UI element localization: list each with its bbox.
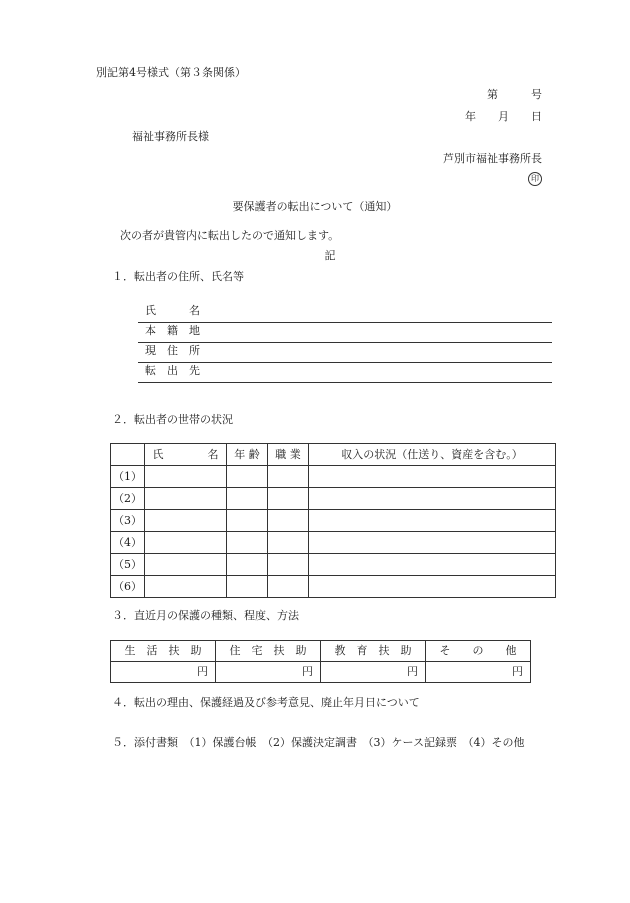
info-label: 現 住 所 [145, 344, 200, 357]
info-row-name [138, 302, 552, 323]
yen-cell[interactable]: 円 [111, 662, 216, 683]
income-cell[interactable] [309, 532, 556, 554]
section1-heading: １．転出者の住所、氏名等 [112, 270, 244, 283]
table-row [111, 488, 556, 510]
sender: 芦別市福祉事務所長 [443, 152, 542, 165]
row-number: （3） [111, 510, 145, 532]
header-cell [111, 444, 145, 466]
header-cell: 住 宅 扶 助 [216, 641, 321, 662]
section2-heading: ２．転出者の世帯の状況 [112, 413, 233, 426]
table-header-row [111, 641, 531, 662]
section3-heading: ３．直近月の保護の種類、程度、方法 [112, 609, 299, 622]
name-cell[interactable] [145, 488, 227, 510]
header-cell: 教 育 扶 助 [321, 641, 426, 662]
info-row-destination [138, 362, 552, 383]
document-number: 第 号 [487, 88, 542, 101]
info-label: 転 出 先 [145, 364, 200, 377]
seal-mark: 印 [528, 172, 542, 186]
yen-cell[interactable]: 円 [426, 662, 531, 683]
age-cell[interactable] [227, 576, 268, 598]
household-table [110, 443, 556, 598]
section5-heading: ５．添付書類 （1）保護台帳 （2）保護決定調書 （3）ケース記録票 （4）その他 [112, 736, 525, 749]
row-number: （5） [111, 554, 145, 576]
info-row-domicile [138, 322, 552, 343]
table-row [111, 576, 556, 598]
table-row [111, 466, 556, 488]
occupation-cell[interactable] [268, 510, 309, 532]
row-number: （2） [111, 488, 145, 510]
name-cell[interactable] [145, 576, 227, 598]
income-cell[interactable] [309, 488, 556, 510]
income-cell[interactable] [309, 466, 556, 488]
occupation-cell[interactable] [268, 554, 309, 576]
occupation-cell[interactable] [268, 532, 309, 554]
assistance-table [110, 640, 531, 683]
info-row-address [138, 342, 552, 363]
age-cell[interactable] [227, 466, 268, 488]
age-cell[interactable] [227, 532, 268, 554]
header-cell: そ の 他 [426, 641, 531, 662]
header-cell: 氏 名 [145, 444, 227, 466]
occupation-cell[interactable] [268, 466, 309, 488]
header-cell: 生 活 扶 助 [111, 641, 216, 662]
income-cell[interactable] [309, 510, 556, 532]
addressee: 福祉事務所長様 [132, 130, 209, 143]
info-label: 本 籍 地 [145, 324, 200, 337]
info-label: 氏 名 [145, 304, 200, 317]
age-cell[interactable] [227, 510, 268, 532]
header-cell: 年 齢 [227, 444, 268, 466]
occupation-cell[interactable] [268, 488, 309, 510]
document-title: 要保護者の転出について（通知） [232, 200, 398, 213]
ki-mark: 記 [324, 249, 336, 262]
age-cell[interactable] [227, 488, 268, 510]
section4-heading: ４．転出の理由、保護経過及び参考意見、廃止年月日について [112, 696, 420, 709]
yen-cell[interactable]: 円 [216, 662, 321, 683]
table-row [111, 554, 556, 576]
row-number: （6） [111, 576, 145, 598]
yen-cell[interactable]: 円 [321, 662, 426, 683]
table-header-row [111, 444, 556, 466]
income-cell[interactable] [309, 554, 556, 576]
income-cell[interactable] [309, 576, 556, 598]
form-id: 別記第4号様式（第３条関係） [96, 66, 246, 79]
name-cell[interactable] [145, 532, 227, 554]
intro-text: 次の者が貴管内に転出したので通知します。 [120, 229, 340, 242]
name-cell[interactable] [145, 510, 227, 532]
name-cell[interactable] [145, 466, 227, 488]
table-row [111, 662, 531, 683]
table-row [111, 510, 556, 532]
header-cell: 職 業 [268, 444, 309, 466]
occupation-cell[interactable] [268, 576, 309, 598]
document-date: 年 月 日 [465, 110, 542, 123]
row-number: （1） [111, 466, 145, 488]
name-cell[interactable] [145, 554, 227, 576]
header-cell: 収入の状況（仕送り、資産を含む。） [309, 444, 556, 466]
age-cell[interactable] [227, 554, 268, 576]
table-row [111, 532, 556, 554]
row-number: （4） [111, 532, 145, 554]
